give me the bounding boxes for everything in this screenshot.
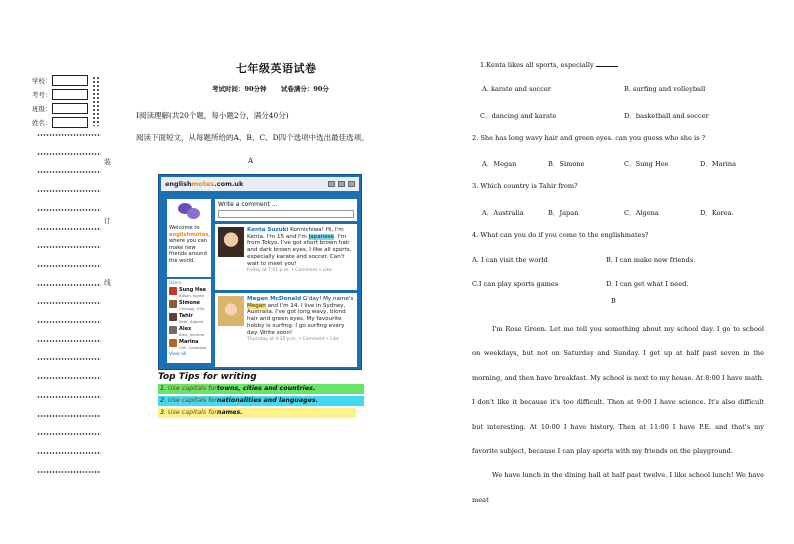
comment-input[interactable] — [218, 210, 354, 218]
users-panel — [167, 279, 211, 363]
seal-dotted-line — [37, 302, 101, 304]
user-avatar — [169, 326, 177, 334]
seal-dotted-line — [37, 396, 101, 398]
post-footer[interactable]: Friday at 7:01 p.m. • Comment • Like — [247, 268, 332, 274]
exam-number-box[interactable] — [52, 89, 88, 100]
highlight-word: Japanese — [308, 233, 334, 240]
q3-option-d[interactable]: D．Korea. — [700, 209, 734, 217]
seal-dotted-line — [37, 433, 101, 435]
question-4: 4. What can you do if you come to the englishmates? — [472, 231, 649, 239]
home-icon — [328, 181, 335, 187]
class-box[interactable] — [52, 103, 88, 114]
toolbar-icons — [328, 181, 355, 187]
class-field — [32, 102, 88, 114]
user-avatar — [169, 300, 177, 308]
view-all-link[interactable]: View all — [169, 352, 187, 357]
section-instruction: 阅读下面短文，从每题所给的A、B、C、D四个选项中选出最佳选项。 — [136, 133, 369, 142]
q1-option-d[interactable]: D．basketball and soccer — [624, 112, 709, 120]
post-megan: Megan McDonald G'day! My name's Megan and I'm 14. I live in Sydney, Australia. I've got long wavy, blond hair and green eyes. My favourite hobby is surfing. I go surfing every day. Write soon! Thursday at 4:35 p.m. • Comment • Like — [215, 293, 357, 367]
school-box[interactable] — [52, 75, 88, 86]
q3-option-b[interactable]: B．Japan — [548, 209, 579, 217]
print-icon — [338, 181, 345, 187]
question-3: 3. Which country is Tahir from? — [472, 182, 578, 190]
post-footer[interactable]: Thursday at 4:35 p.m. • Comment • Like — [247, 337, 339, 343]
user-place: Busan, Korea — [179, 293, 204, 298]
tip-3: 3. Use capitals for names. — [158, 408, 356, 418]
passage-b-paragraph-1: I'm Rose Green. Let me tell you something about my school day. I go to school on weekdays, but not on Saturday and Sunday. I get up at half past seven in the morning, and then have breakfast. My school is next to my house. At 8:00 I have math. I don't like it because it's too difficult. Then at 9:00 I have science. It's also difficult but interesting. At 10:00 I have history. Then at 11:00 I have P.E. and that's my favorite subject, because I can play sports with my friends on the playground. — [472, 325, 764, 456]
seal-dotted-line — [37, 284, 101, 286]
website-screenshot — [158, 174, 362, 370]
seal-char-xian: 线 — [104, 279, 111, 287]
user-place: Chicago, USA — [179, 306, 205, 311]
class-label: 班级： — [32, 104, 52, 113]
website-logo: englishmotes.com.uk — [165, 180, 244, 188]
exam-meta — [212, 84, 329, 93]
comment-box — [215, 199, 357, 221]
dot-column — [92, 76, 100, 126]
section-heading: I阅读理解(共20个题，每小题2分，满分40分) — [136, 111, 289, 120]
name-field — [32, 116, 88, 128]
q2-option-c[interactable]: C．Sung Hee — [624, 160, 669, 168]
exam-number-field — [32, 88, 88, 100]
exam-score: 试卷满分：90分 — [280, 85, 329, 93]
exam-number-label: 考号： — [32, 90, 52, 99]
user-list-item[interactable] — [169, 300, 209, 311]
kenta-photo — [218, 227, 244, 257]
user-list-item[interactable] — [169, 326, 209, 337]
q2-option-a[interactable]: A．Megan — [482, 160, 517, 168]
q4-option-b[interactable]: B. I can make new friends. — [606, 256, 696, 264]
post-author: Megan McDonald — [247, 296, 302, 302]
passage-b-label: B — [611, 297, 616, 305]
seal-dotted-line — [37, 358, 101, 360]
seal-dotted-line — [37, 134, 101, 136]
user-place: Setif, Algeria — [179, 319, 204, 324]
user-list-item[interactable] — [169, 287, 209, 298]
tip-1: 1. Use capitals for towns, cities and countries. — [158, 384, 364, 394]
seal-dotted-line — [37, 321, 101, 323]
exam-title: 七年级英语试卷 — [236, 62, 317, 75]
users-header: Users — [169, 281, 182, 286]
seal-dotted-line — [37, 171, 101, 173]
seal-dotted-line — [37, 209, 101, 211]
question-2: 2. She has long wavy hair and green eyes. can you guess who she is ? — [472, 134, 706, 142]
q2-option-b[interactable]: B．Simone — [548, 160, 585, 168]
chat-bubbles-icon — [176, 201, 202, 223]
q4-option-a[interactable]: A. I can visit the world — [472, 256, 548, 264]
megan-photo — [218, 296, 244, 326]
seal-dotted-line — [37, 228, 101, 230]
seal-dotted-line — [37, 471, 101, 473]
passage-a-label: A — [248, 157, 254, 165]
user-list-item[interactable] — [169, 339, 209, 350]
website-topbar — [161, 177, 359, 191]
q4-option-d[interactable]: D. I can get what I need. — [606, 280, 689, 288]
passage-b-text — [472, 317, 764, 512]
seal-dotted-line — [37, 452, 101, 454]
highlight-word: Megan — [247, 302, 266, 309]
writing-tips — [158, 372, 364, 418]
q3-option-c[interactable]: C．Algena — [624, 209, 659, 217]
seal-dotted-line — [37, 377, 101, 379]
user-place: Kiev, Ukraine — [179, 332, 205, 337]
user-list-item[interactable] — [169, 313, 209, 324]
user-avatar — [169, 339, 177, 347]
q1-option-a[interactable]: A. karate and soccer — [482, 85, 551, 93]
mail-icon — [348, 181, 355, 187]
welcome-text: Welcome to englishmotes, where you can make new friends around the world. — [169, 225, 211, 264]
name-box[interactable] — [52, 117, 88, 128]
q3-option-a[interactable]: A．Australia — [482, 209, 524, 217]
user-name: Sung Hee — [179, 287, 207, 293]
post-author: Kenta Suzuki — [247, 227, 289, 233]
tip-2: 2. Use capitals for nationalities and languages. — [158, 396, 364, 406]
user-name: Tahir — [179, 313, 193, 319]
write-comment-label: Write a comment ... — [218, 201, 278, 208]
welcome-panel — [167, 199, 211, 277]
q1-option-b[interactable]: B. surfing and volleyball — [624, 85, 706, 93]
seal-dotted-line — [37, 190, 101, 192]
name-label: 姓名： — [32, 118, 52, 127]
seal-dotted-line — [37, 265, 101, 267]
seal-dotted-line — [37, 246, 101, 248]
user-avatar — [169, 287, 177, 295]
answer-blank[interactable] — [596, 61, 618, 67]
passage-b-paragraph-2: We have lunch in the dining hall at half past twelve. I like school lunch! We have meat — [472, 471, 764, 504]
seal-dotted-line — [37, 415, 101, 417]
user-name: Alex — [179, 326, 192, 332]
q4-option-c[interactable]: C.I can play sports games — [472, 280, 559, 288]
school-label: 学校： — [32, 76, 52, 85]
seal-char-zhuang: 装 — [104, 158, 111, 166]
user-name: Marina — [179, 339, 199, 345]
seal-dotted-line — [37, 340, 101, 342]
user-place: Cali, Colombia — [179, 345, 207, 350]
user-name: Simone — [179, 300, 200, 306]
question-1: 1.Kenta likes all sports, especially — [480, 61, 618, 69]
user-avatar — [169, 313, 177, 321]
exam-time: 考试时间：90分钟 — [212, 85, 267, 93]
seal-dotted-line — [37, 153, 101, 155]
school-field — [32, 74, 88, 86]
post-kenta: Kenta Suzuki Konnichiwa! Hi, I'm Kenta. I'm 15 and I'm Japanese. I'm from Tokyo. I've got short brown hair and dark brown eyes. I like all sports, especially karate and soccer. Can't wait to meet you! Friday at 7:01 p.m. • Comment • Like — [215, 224, 357, 290]
tips-title: Top Tips for writing — [158, 372, 257, 382]
q1-option-c[interactable]: C．dancing and karate — [480, 112, 557, 120]
q2-option-d[interactable]: D．Marina — [700, 160, 737, 168]
seal-char-ding: 订 — [104, 217, 111, 225]
